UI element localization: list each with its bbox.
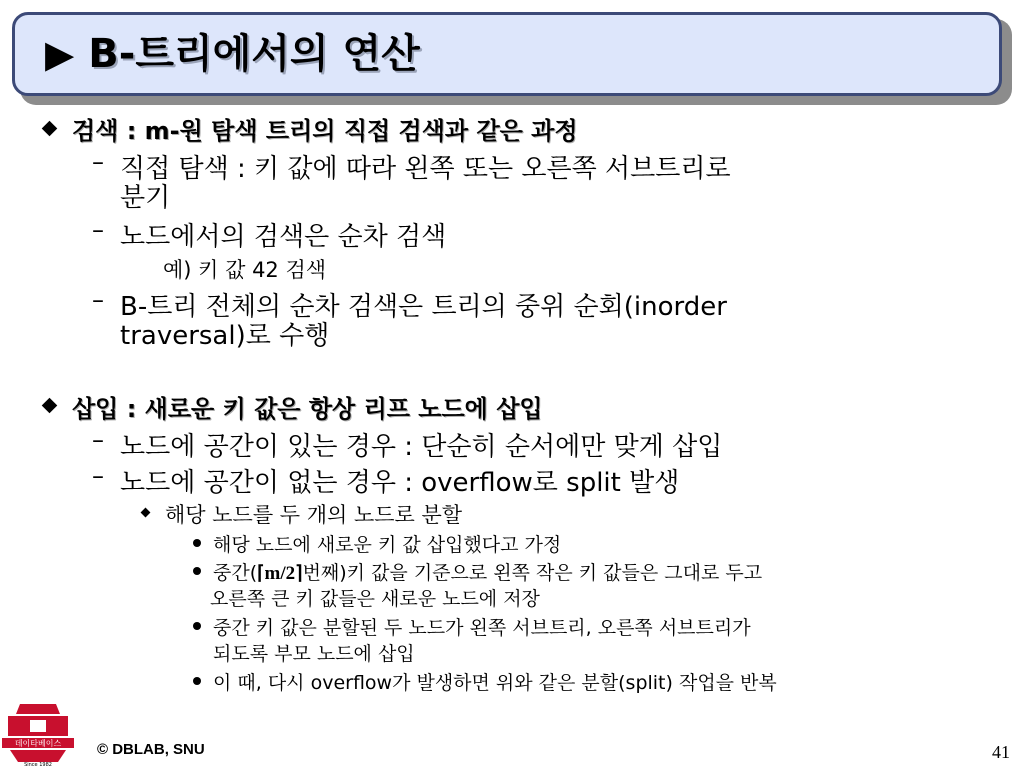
dash-bullet-icon: – — [92, 426, 104, 454]
section-heading-search: 검색 : m-원 탐색 트리의 직접 검색과 같은 과정 — [72, 117, 578, 145]
dash-bullet-icon: – — [92, 286, 104, 314]
dash-bullet-icon: – — [92, 216, 104, 244]
item-node-search: 노드에서의 검색은 순차 검색 — [120, 222, 447, 252]
item-direct-search-cont: 분기 — [120, 183, 171, 213]
slide-title: B-트리에서의 연산 — [88, 31, 420, 77]
dash-bullet-icon: – — [92, 462, 104, 490]
point-middle-key — [213, 558, 762, 585]
item-inorder-cont: traversal)로 수행 — [120, 321, 330, 351]
point-repeat-split: 이 때, 다시 overflow가 발생하면 위와 같은 분할(split) 작업을 반복 — [213, 672, 777, 694]
logo-text: 데이타베이스 — [14, 739, 62, 748]
page-number: 41 — [992, 742, 1010, 762]
item-space-available: 노드에 공간이 있는 경우 : 단순히 순서에만 맞게 삽입 — [120, 432, 723, 462]
dblab-logo — [0, 700, 76, 768]
point-assume-insert: 해당 노드에 새로운 키 값 삽입했다고 가정 — [213, 534, 562, 556]
item-overflow-split: 노드에 공간이 없는 경우 : overflow로 split 발생 — [120, 468, 680, 498]
dot-bullet-icon — [193, 567, 201, 575]
dot-bullet-icon — [193, 539, 201, 547]
point-middle-key-pre: 중간( — [213, 562, 258, 584]
footer-copyright: © DBLAB, SNU — [97, 741, 205, 758]
sub-item-split-node: 해당 노드를 두 개의 노드로 분할 — [165, 503, 463, 527]
point-parent-insert: 중간 키 값은 분할된 두 노드가 왼쪽 서브트리, 오른쪽 서브트리가 — [213, 617, 751, 639]
point-middle-key-cont: 오른쪽 큰 키 값들은 새로운 노드에 저장 — [210, 588, 540, 610]
example-key-42: 예) 키 값 42 검색 — [163, 258, 327, 282]
section-heading-insert: 삽입 : 새로운 키 값은 항상 리프 노드에 삽입 — [72, 395, 543, 423]
diamond-bullet-icon — [42, 398, 58, 414]
play-triangle-icon: ▶ — [45, 32, 75, 76]
point-parent-insert-cont: 되도록 부모 노드에 삽입 — [213, 643, 415, 665]
item-inorder: B-트리 전체의 순차 검색은 트리의 중위 순회(inorder — [120, 292, 727, 322]
small-diamond-bullet-icon — [141, 508, 151, 518]
dot-bullet-icon — [193, 677, 201, 685]
item-direct-search: 직접 탐색 : 키 값에 따라 왼쪽 또는 오른쪽 서브트리로 — [120, 154, 731, 184]
dash-bullet-icon: – — [92, 148, 104, 176]
point-middle-key-post: 번째)키 값을 기준으로 왼쪽 작은 키 값들은 그대로 두고 — [302, 562, 763, 584]
diamond-bullet-icon — [42, 121, 58, 137]
logo-since: Since 1982 — [24, 762, 52, 768]
dot-bullet-icon — [193, 622, 201, 630]
ceil-m-over-2: ⌈m/2⌉ — [257, 563, 303, 584]
